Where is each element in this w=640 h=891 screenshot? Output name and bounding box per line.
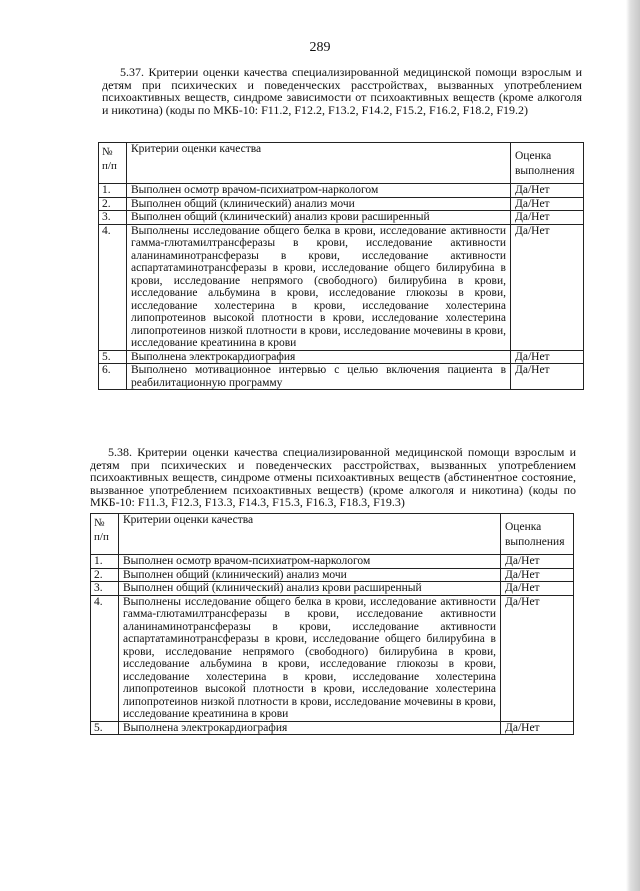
table-row [91,582,574,596]
row-num: 5. [99,350,127,364]
criteria-table [98,142,584,390]
row-criteria: Выполнена электрокардиография [127,350,511,364]
row-criteria: Выполнены исследование общего белка в крови, исследование активности гамма-глютамилтрансферазы в крови, исследование активности аланинаминотрансферазы в крови, исследование активности аспартатаминотрансферазы в крови, исследование общего билирубина в крови, исследование непрямого (свободного) билирубина в крови, исследование альбумина в крови, исследование глюкозы в крови, исследование холестерина в крови, исследование холестерина липопротеинов высокой плотности в крови, исследование холестерина липопротеинов низкой плотности в крови, исследование мочевины в крови, исследование креатинина в крови [119,595,501,721]
page-number: 289 [309,40,331,55]
row-num: 4. [99,224,127,350]
row-num: 2. [91,568,119,582]
table-row [91,555,574,569]
row-evaluation: Да/Нет [511,184,584,198]
row-num: 6. [99,364,127,390]
table-header-row [91,514,574,555]
header-evaluation: Оценка выполнения [511,143,584,184]
row-evaluation: Да/Нет [511,224,584,350]
header-criteria: Критерии оценки качества [127,143,511,184]
table-row [99,350,584,364]
table-row [99,211,584,225]
section-title: 5.38. Критерии оценки качества специализированной медицинской помощи взрослым и детям при психических и поведенческих расстройствах, вызванных употреблением психоактивных веществ, синдроме отмены психоактивных веществ (абстинентное состояние, вызванное употреблением психоактивных веществ) (кроме алкоголя и никотина) (коды по МКБ-10: F11.3, F12.3, F13.3, F14.3, F15.3, F16.3, F18.3, F19.3) [90,445,576,509]
row-evaluation: Да/Нет [501,721,574,735]
row-criteria: Выполнен общий (клинический) анализ мочи [119,568,501,582]
table-row [99,364,584,390]
row-evaluation: Да/Нет [501,568,574,582]
row-num: 1. [99,184,127,198]
row-num: 4. [91,595,119,721]
table-row [99,224,584,350]
table-row [99,197,584,211]
table-row [91,595,574,721]
row-evaluation: Да/Нет [511,211,584,225]
table-row [99,184,584,198]
row-evaluation: Да/Нет [501,595,574,721]
row-num: 3. [91,582,119,596]
header-evaluation: Оценка выполнения [501,514,574,555]
row-criteria: Выполнен общий (клинический) анализ крови расширенный [127,211,511,225]
header-num: № п/п [91,514,119,555]
row-criteria: Выполнена электрокардиография [119,721,501,735]
row-criteria: Выполнены исследование общего белка в крови, исследование активности гамма-глютамилтрансферазы в крови, исследование активности аланинаминотрансферазы в крови, исследование активности аспартатаминотрансферазы в крови, исследование общего билирубина в крови, исследование непрямого (свободного) билирубина в крови, исследование альбумина в крови, исследование глюкозы в крови, исследование холестерина в крови, исследование холестерина липопротеинов высокой плотности в крови, исследование холестерина липопротеинов низкой плотности в крови, исследование мочевины в крови, исследование креатинина в крови [127,224,511,350]
row-num: 2. [99,197,127,211]
table-row [91,568,574,582]
table-header-row [99,143,584,184]
row-evaluation: Да/Нет [501,582,574,596]
table-row [91,721,574,735]
section-title: 5.37. Критерии оценки качества специализированной медицинской помощи взрослым и детям при психических и поведенческих расстройствах, вызванных употреблением психоактивных веществ, синдроме зависимости от психоактивных веществ (кроме алкоголя и никотина) (коды по МКБ-10: F11.2, F12.2, F13.2, F14.2, F15.2, F16.2, F18.2, F19.2) [102,65,582,117]
row-evaluation: Да/Нет [511,364,584,390]
row-evaluation: Да/Нет [511,197,584,211]
row-num: 5. [91,721,119,735]
row-criteria: Выполнен общий (клинический) анализ мочи [127,197,511,211]
row-evaluation: Да/Нет [501,555,574,569]
row-num: 1. [91,555,119,569]
row-criteria: Выполнен осмотр врачом-психиатром-наркологом [127,184,511,198]
row-criteria: Выполнен осмотр врачом-психиатром-наркологом [119,555,501,569]
scan-shadow-edge [626,0,640,891]
criteria-table [90,513,574,735]
row-num: 3. [99,211,127,225]
row-criteria: Выполнено мотивационное интервью с целью включения пациента в реабилитационную программу [127,364,511,390]
row-criteria: Выполнен общий (клинический) анализ крови расширенный [119,582,501,596]
header-num: № п/п [99,143,127,184]
header-criteria: Критерии оценки качества [119,514,501,555]
row-evaluation: Да/Нет [511,350,584,364]
